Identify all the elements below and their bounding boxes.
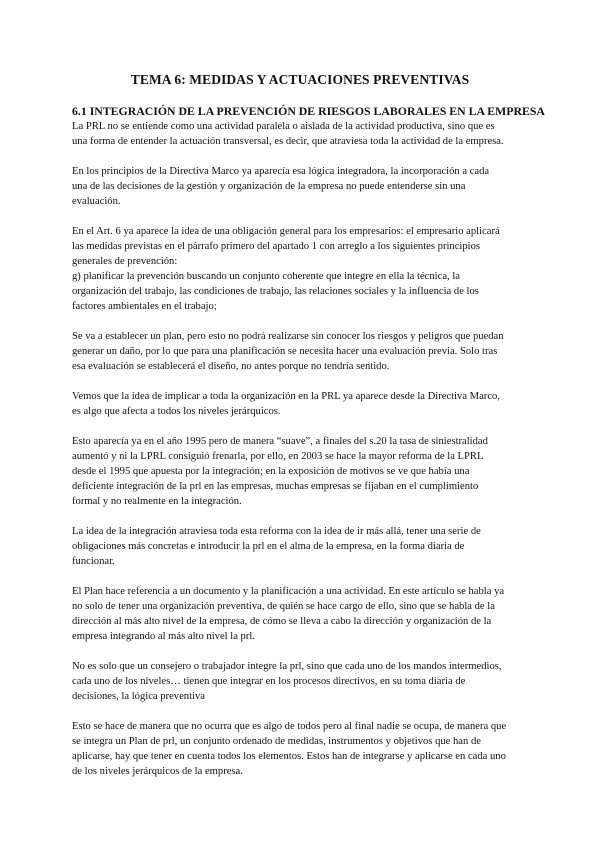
paragraph — [72, 119, 528, 149]
paragraph — [72, 659, 528, 704]
paragraph-line: generar un daño, por lo que para una planificación se necesita hacer una evaluación previa. Solo tras — [72, 346, 498, 357]
paragraph — [72, 434, 528, 509]
paragraph-line: decisiones, la lógica preventiva — [72, 691, 205, 702]
paragraph-line: Se va a establecer un plan, pero esto no podrá realizarse sin conocer los riesgos y peligros que puedan — [72, 331, 504, 342]
paragraph-line: Esto se hace de manera que no ocurra que es algo de todos pero al final nadie se ocupa, de manera que — [72, 721, 507, 732]
paragraph-line: organización del trabajo, las condiciones de trabajo, las relaciones sociales y la influencia de los — [72, 286, 479, 297]
paragraph-line: las medidas previstas en el párrafo primero del apartado 1 con arreglo a los siguientes principios — [72, 241, 481, 252]
paragraph-line: aplicarse, hay que tener en cuenta todos los elementos. Estos han de integrarse y aplicarse en cada uno — [72, 751, 506, 762]
document-title: TEMA 6: MEDIDAS Y ACTUACIONES PREVENTIVAS — [130, 72, 470, 87]
paragraph — [72, 719, 528, 779]
paragraph — [72, 389, 528, 419]
paragraph-line: dirección al más alto nivel de la empresa, de cómo se lleva a cabo la dirección y organización de la — [72, 616, 492, 627]
paragraph-line: esa evaluación se establecerá el diseño, no antes porque no tendría sentido. — [72, 361, 390, 372]
paragraph-line: deficiente integración de la prl en las empresas, muchas empresas se fijaban en el cumplimiento — [72, 481, 479, 492]
paragraph-line: desde el 1995 que apuesta por la integración; en la exposición de motivos se ve que había una — [72, 466, 470, 477]
paragraph — [72, 584, 528, 644]
paragraph-line: factores ambientales en el trabajo; — [72, 301, 217, 312]
paragraph-line: obligaciones más concretas e introducir la prl en el alma de la empresa, en la forma diaria de — [72, 541, 465, 552]
paragraph-line: La PRL no se entiende como una actividad paralela o aislada de la actividad productiva, sino que es — [72, 121, 495, 132]
paragraph-line: No es solo que un consejero o trabajador integre la prl, sino que cada uno de los mandos intermedios, — [72, 661, 502, 672]
paragraph-line: una forma de entender la actuación transversal, es decir, que atraviesa toda la actividad de la empresa. — [72, 136, 504, 147]
paragraph-line: g) planificar la prevención buscando un conjunto coherente que integre en ella la técnica, la — [72, 271, 460, 282]
paragraph-line: La idea de la integración atraviesa toda esta reforma con la idea de ir más allá, tener una serie de — [72, 526, 481, 537]
paragraph-line: es algo que afecta a todos los niveles jerárquicos. — [72, 406, 281, 417]
paragraph-line: aumentó y ni la LPRL consiguió frenarla, por ello, en 2003 se hace la mayor reforma de la LPRL — [72, 451, 484, 462]
paragraph-line: empresa integrando al más alto nivel la prl. — [72, 631, 255, 642]
document-page — [72, 72, 545, 794]
paragraph — [72, 329, 528, 374]
section-heading: 6.1 INTEGRACIÓN DE LA PREVENCIÓN DE RIESGOS LABORALES EN LA EMPRESA — [72, 104, 545, 118]
paragraph — [72, 524, 528, 569]
paragraph-line: cada uno de los niveles… tienen que integrar en los procesos directivos, en su toma diaria de — [72, 676, 466, 687]
paragraph-line: se integra un Plan de prl, un conjunto ordenado de medidas, instrumentos y objetivos que han de — [72, 736, 481, 747]
paragraph-line: En los principios de la Directiva Marco ya aparecía esa lógica integradora, la incorporación a cada — [72, 166, 490, 177]
paragraph-line: evaluación. — [72, 196, 121, 207]
paragraph-line: Esto aparecía ya en el año 1995 pero de manera “suave”, a finales del s.20 la tasa de siniestralidad — [72, 436, 488, 447]
document-body — [72, 119, 528, 779]
paragraph-line: formal y no realmente en la integración. — [72, 496, 242, 507]
paragraph — [72, 224, 528, 314]
paragraph-line: no solo de tener una organización preventiva, de quién se hace cargo de ello, sino que se habla de la — [72, 601, 495, 612]
paragraph — [72, 164, 528, 209]
paragraph-line: de los niveles jerárquicos de la empresa. — [72, 766, 243, 777]
paragraph-line: En el Art. 6 ya aparece la idea de una obligación general para los empresarios: el empresario aplicará — [72, 226, 500, 237]
paragraph-line: funcionar. — [72, 556, 115, 567]
paragraph-line: El Plan hace referencia a un documento y la planificación a una actividad. En este artículo se habla ya — [72, 586, 505, 597]
paragraph-line: Vemos que la idea de implicar a toda la organización en la PRL ya aparece desde la Directiva Marco, — [72, 391, 500, 402]
paragraph-line: una de las decisiones de la gestión y organización de la empresa no puede entenderse sin una — [72, 181, 466, 192]
paragraph-line: generales de prevención: — [72, 256, 178, 267]
